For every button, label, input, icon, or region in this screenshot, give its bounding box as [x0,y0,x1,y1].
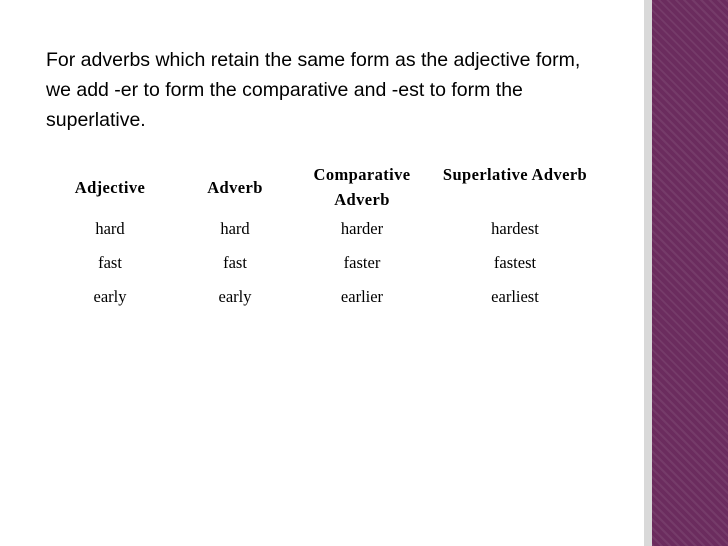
table-cell: early [93,287,127,306]
table-cell: fastest [493,253,537,272]
table-cell: hard [95,219,125,238]
header-superlative-adverb: Superlative Adverb [442,165,588,184]
table-cell: fast [98,253,122,272]
side-decorative-band [652,0,728,546]
header-comparative-adverb: Comparative Adverb [313,165,411,209]
intro-paragraph: For adverbs which retain the same form as the adjective form, we add -er to form the comparative and -est to form the superlative. [46,49,581,131]
table-cell: earlier [340,287,384,306]
header-adjective: Adjective [74,178,146,197]
table-cell: early [218,287,252,306]
table-cell: hardest [491,219,539,238]
table-cell: harder [340,219,384,238]
table-cell: hard [220,219,250,238]
table-cell: fast [223,253,247,272]
table-cell: earliest [491,287,539,306]
header-adverb: Adverb [207,178,263,197]
side-band-shadow [644,0,652,546]
table-cell: faster [343,253,381,272]
